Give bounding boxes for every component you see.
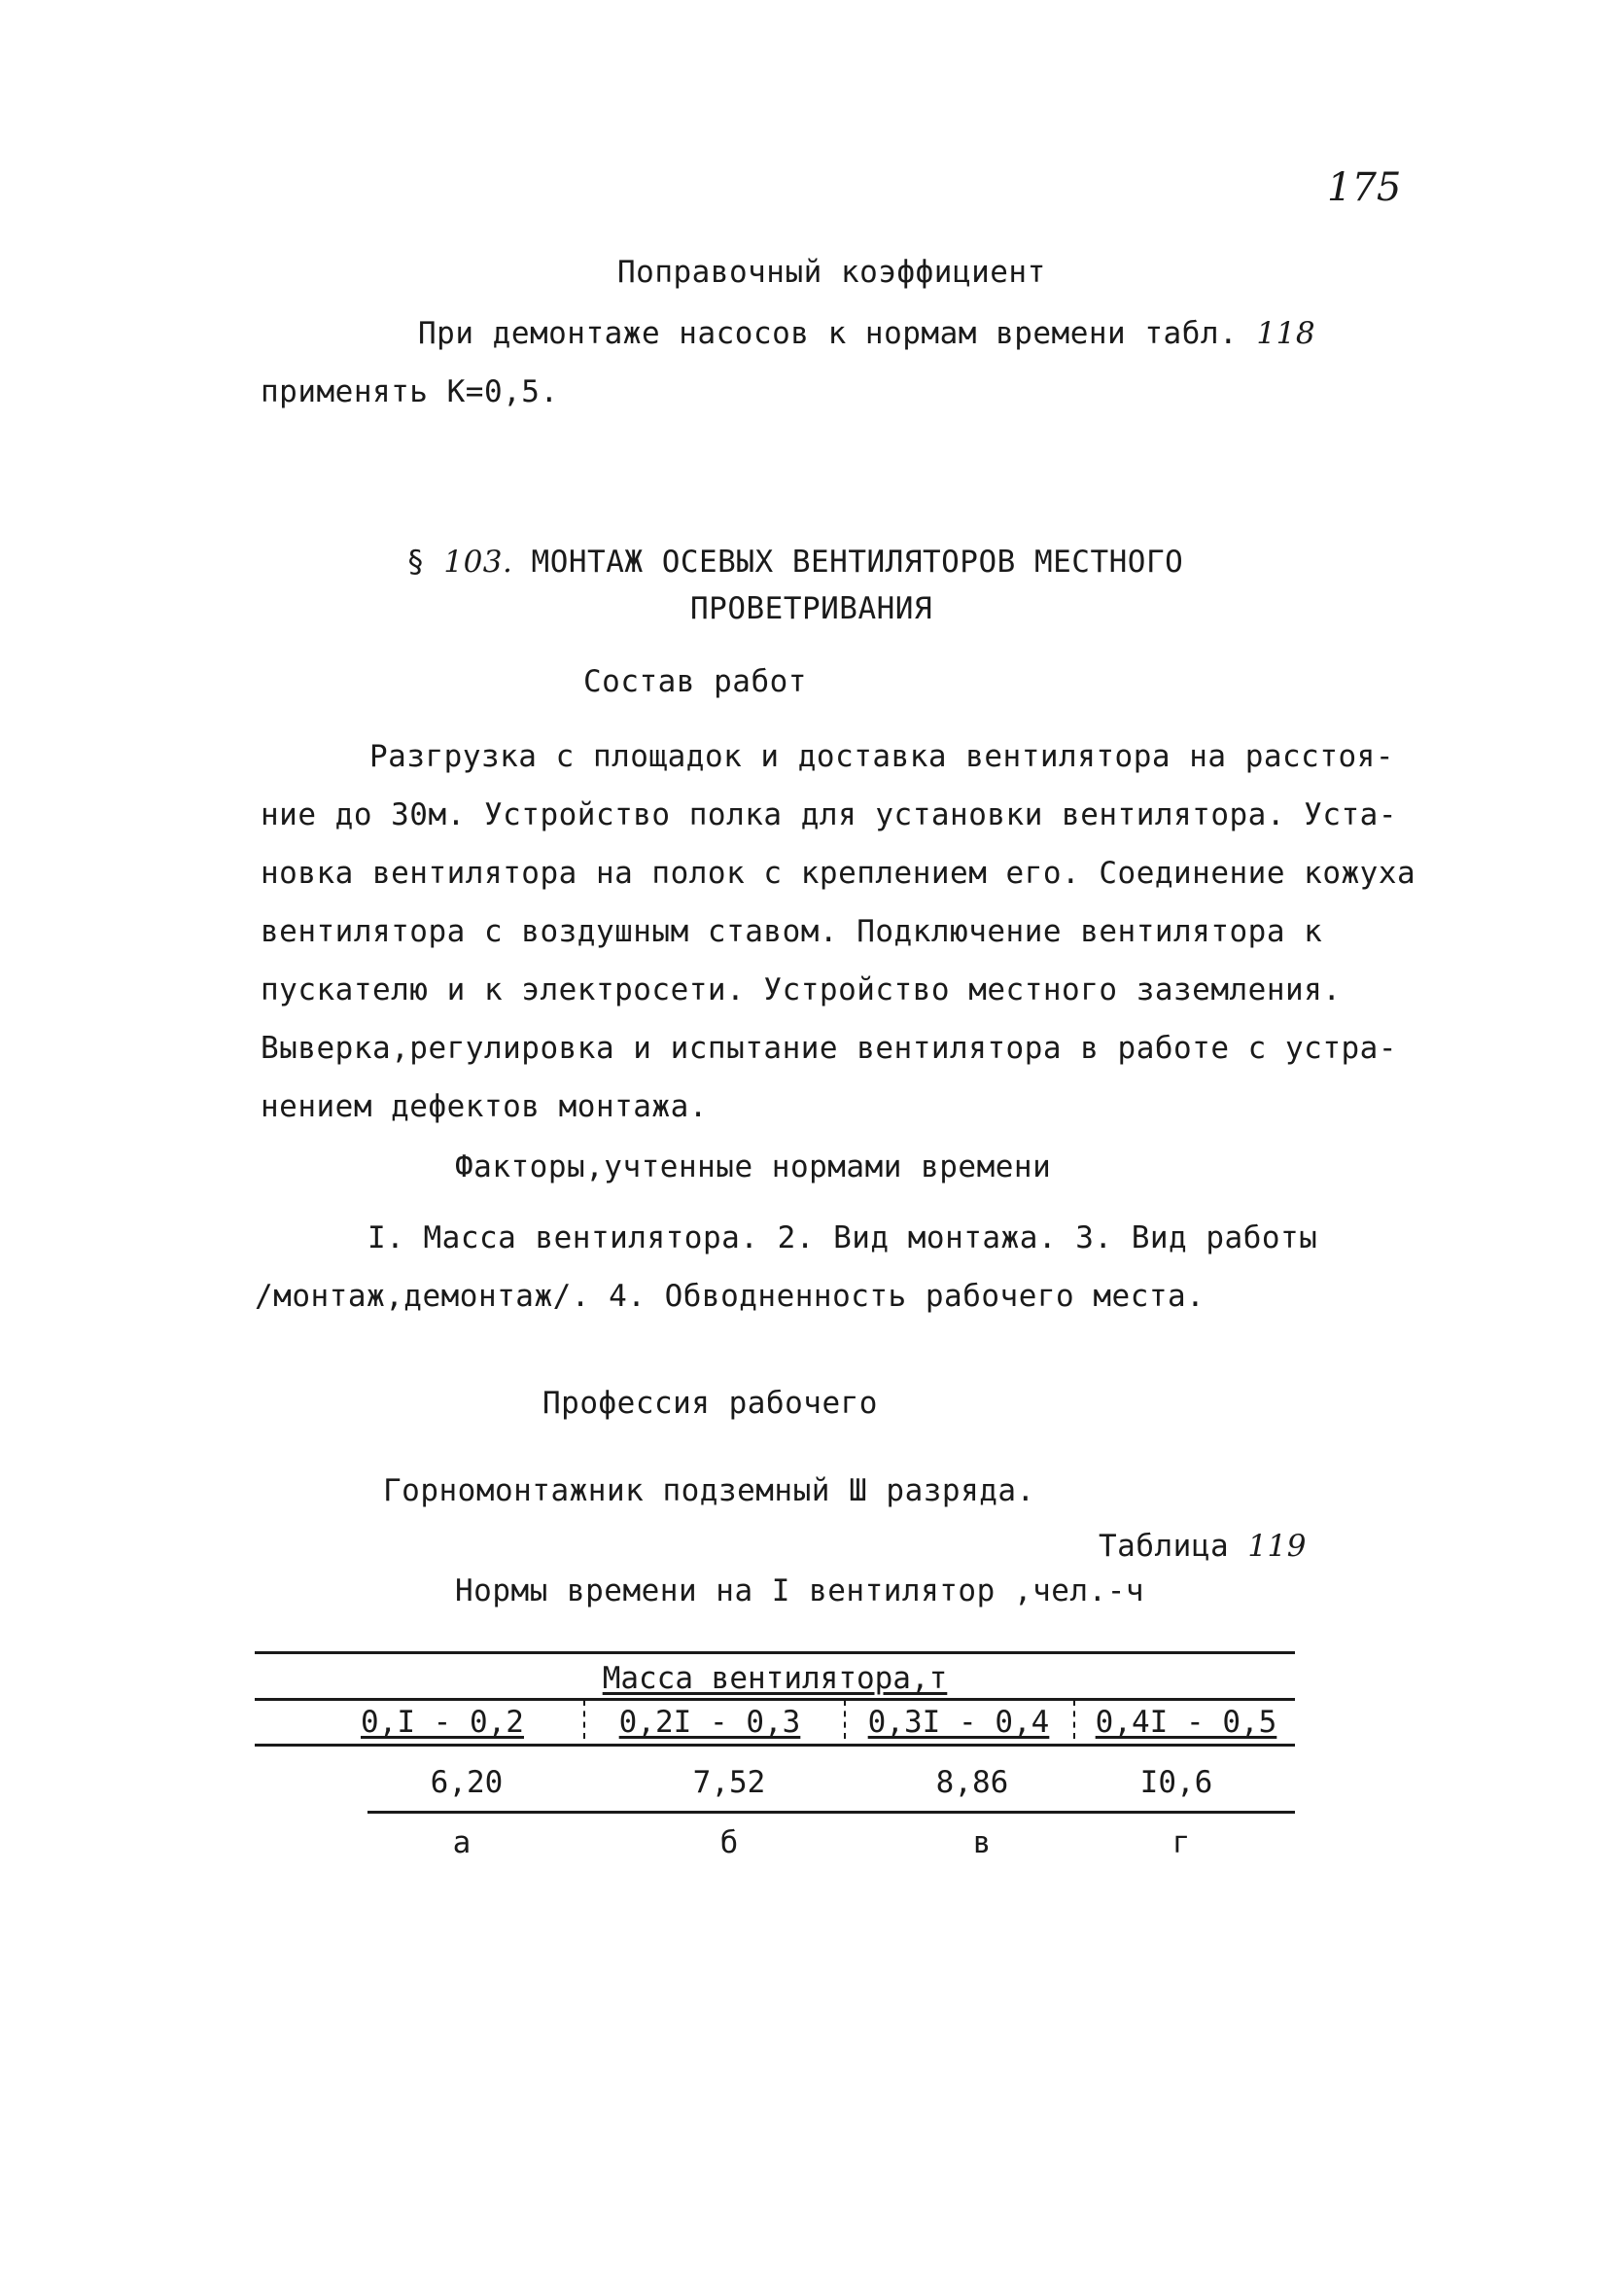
profession-title: Профессия рабочего (542, 1386, 878, 1421)
table-value-d: I0,6 (1139, 1765, 1213, 1800)
table-letter-c: в (972, 1825, 992, 1860)
table-label (1099, 1529, 1307, 1564)
work-line-1: Разгрузка с площадок и доставка вентилятора на расстоя- (369, 739, 1394, 774)
table-col-header-b: 0,2I - 0,3 (618, 1705, 801, 1740)
correction-table-ref: 118 (1256, 316, 1316, 351)
section-title-line-2: ПРОВЕТРИВАНИЯ (690, 591, 933, 626)
table-group-header-text: Масса вентилятора,т (602, 1661, 948, 1696)
table-col-separator (583, 1700, 585, 1739)
work-line-7: нением дефектов монтажа. (261, 1089, 708, 1124)
table-col-header-d: 0,4I - 0,5 (1095, 1705, 1277, 1740)
work-line-4: вентилятора с воздушным ставом. Подключение вентилятора к (261, 914, 1323, 949)
work-line-2: ние до 30м. Устройство полка для установки вентилятора. Уста- (261, 797, 1397, 832)
table-bottom-rule (367, 1811, 1295, 1814)
section-heading (406, 545, 1183, 580)
work-composition-title: Состав работ (583, 664, 807, 699)
table-value-a: 6,20 (430, 1765, 504, 1800)
correction-title: Поправочный коэффициент (617, 255, 1046, 290)
work-line-5: пускателю и к электросети. Устройство местного заземления. (261, 972, 1342, 1007)
correction-line-1 (418, 316, 1315, 351)
table-label-number: 119 (1247, 1529, 1307, 1564)
table-letter-a: а (452, 1825, 472, 1860)
table-value-c: 8,86 (935, 1765, 1009, 1800)
table-caption: Нормы времени на I вентилятор ,чел.-ч (455, 1573, 1145, 1608)
section-number: 103. (443, 545, 513, 580)
correction-line-2: применять К=0,5. (261, 374, 559, 409)
table-col-separator (844, 1700, 846, 1739)
profession-text: Горномонтажник подземный Ш разряда. (383, 1473, 1035, 1508)
table-col-header-c: 0,3I - 0,4 (867, 1705, 1050, 1740)
table-col-separator (1073, 1700, 1075, 1739)
work-line-6: Выверка,регулировка и испытание вентилятора в работе с устра- (261, 1031, 1397, 1066)
table-label-prefix: Таблица (1099, 1529, 1230, 1564)
correction-line-1-text: При демонтаже насосов к нормам времени табл. (418, 316, 1239, 351)
table-columns-rule (255, 1744, 1295, 1747)
table-header-rule (255, 1698, 1295, 1701)
table-top-rule (255, 1651, 1295, 1654)
table-value-b: 7,52 (692, 1765, 766, 1800)
factors-line-2: /монтаж,демонтаж/. 4. Обводненность рабочего места. (255, 1279, 1206, 1314)
table-col-header-a: 0,I - 0,2 (361, 1705, 524, 1740)
factors-title: Факторы,учтенные нормами времени (455, 1149, 1052, 1184)
page-number: 175 (1327, 165, 1402, 210)
section-symbol: § (406, 545, 426, 580)
section-title-line-1: МОНТАЖ ОСЕВЫХ ВЕНТИЛЯТОРОВ МЕСТНОГО (531, 545, 1184, 580)
work-line-3: новка вентилятора на полок с креплением его. Соединение кожуха (261, 856, 1416, 891)
factors-line-1: I. Масса вентилятора. 2. Вид монтажа. 3. Вид работы (367, 1220, 1318, 1255)
table-letter-d: г (1171, 1825, 1191, 1860)
table-letter-b: б (719, 1825, 739, 1860)
table-group-header (255, 1661, 1295, 1696)
